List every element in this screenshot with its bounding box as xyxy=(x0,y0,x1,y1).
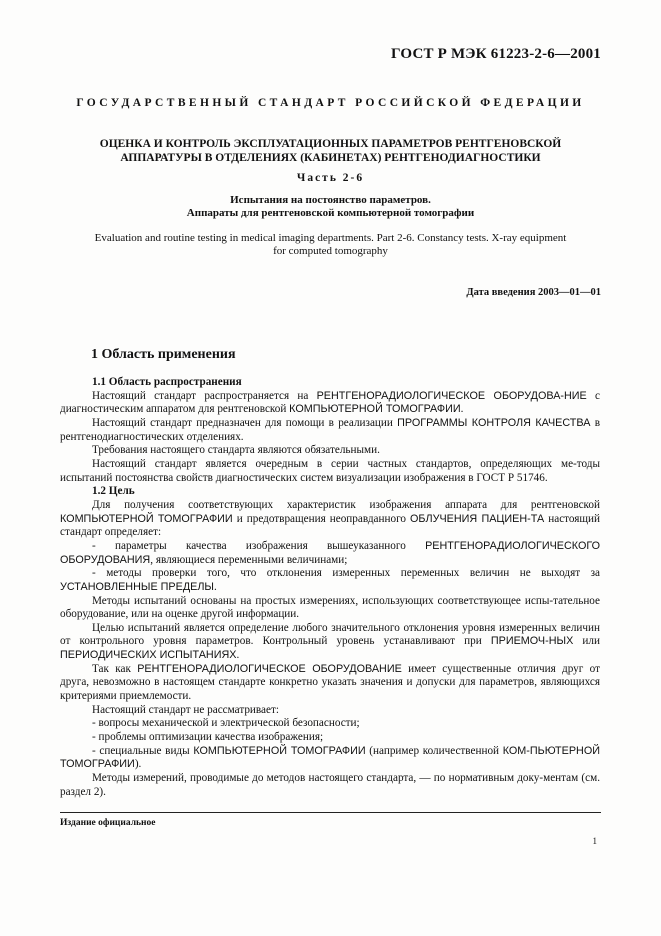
paragraph: Настоящий стандарт предназначен для помощи в реализации ПРОГРАММЫ КОНТРОЛЯ КАЧЕСТВА в рентгенодиагностических отделениях. xyxy=(60,416,600,443)
subtitle-line-1: Испытания на постоянство параметров. xyxy=(230,194,431,206)
paragraph: Так как РЕНТГЕНОРАДИОЛОГИЧЕСКОЕ ОБОРУДОВАНИЕ имеет существенные отличия друг от друга, невозможно в настоящем стандарте конкретно указать значения и допуски для параметров, являющихся критериями приемлемости. xyxy=(60,662,600,703)
paragraph: Целью испытаний является определение любого значительного отклонения уровня измеренных величин от контрольного уровня параметров. Контрольный уровень устанавливают при ПРИЕМОЧ-НЫХ или ПЕРИОДИЧЕСКИХ ИСПЫТАНИЯХ. xyxy=(60,621,600,662)
paragraph: Для получения соответствующих характеристик изображения аппарата для рентгеновской КОМПЬЮТЕРНОЙ ТОМОГРАФИИ и предотвращения неоправданного ОБЛУЧЕНИЯ ПАЦИЕН-ТА настоящий стандарт определяет: xyxy=(60,498,601,539)
english-title-line-1: Evaluation and routine testing in medical imaging departments. Part 2-6. Constancy tests. X-ray equipment xyxy=(94,232,567,244)
subtitle-line-2: Аппараты для рентгеновской компьютерной томографии xyxy=(186,207,475,219)
title-line-1: ОЦЕНКА И КОНТРОЛЬ ЭКСПЛУАТАЦИОННЫХ ПАРАМЕТРОВ РЕНТГЕНОВСКОЙ xyxy=(99,138,562,150)
title-line-2: АППАРАТУРЫ В ОТДЕЛЕНИЯХ (КАБИНЕТАХ) РЕНТГЕНОДИАГНОСТИКИ xyxy=(120,152,541,164)
list-item: - проблемы оптимизации качества изображения; xyxy=(92,731,324,744)
paragraph: Методы испытаний основаны на простых измерениях, использующих соответствующее испы-тательное оборудование, или на оценке другой информации. xyxy=(60,594,600,621)
paragraph: Требования настоящего стандарта являются обязательными. xyxy=(92,444,380,457)
list-item: - методы проверки того, что отклонения измеренных переменных величин не выходят за УСТАНОВЛЕННЫЕ ПРЕДЕЛЫ. xyxy=(60,567,600,593)
list-item: - параметры качества изображения вышеуказанного РЕНТГЕНОРАДИОЛОГИЧЕСКОГО ОБОРУДОВАНИЯ, являющиеся переменными величинами; xyxy=(60,539,600,566)
paragraph: Настоящий стандарт не рассматривает: xyxy=(92,703,279,716)
subsection-heading-purpose: 1.2 Цель xyxy=(92,485,135,498)
organization-title: ГОСУДАРСТВЕННЫЙ СТАНДАРТ РОССИЙСКОЙ ФЕДЕРАЦИИ xyxy=(76,97,585,109)
section-body xyxy=(60,376,600,799)
document-title xyxy=(60,137,601,165)
paragraph: Настоящий стандарт распространяется на РЕНТГЕНОРАДИОЛОГИЧЕСКОЕ ОБОРУДОВА-НИЕ с диагностическим аппаратом для рентгеновской КОМПЬЮТЕРНОЙ ТОМОГРАФИИ. xyxy=(60,389,600,416)
section-heading: 1 Область применения xyxy=(91,347,236,362)
introduction-date: Дата введения 2003—01—01 xyxy=(466,287,601,298)
document-code: ГОСТ Р МЭК 61223-2-6—2001 xyxy=(391,46,601,62)
paragraph: Методы измерений, проводимые до методов настоящего стандарта, — по нормативным доку-ментам (см. раздел 2). xyxy=(60,772,600,798)
edition-label: Издание официальное xyxy=(60,818,156,828)
page-number: 1 xyxy=(592,836,597,846)
paragraph: Настоящий стандарт является очередным в серии частных стандартов, определяющих ме-тоды испытаний постоянства свойств диагностических систем визуализации изображения в ГОСТ Р 51746. xyxy=(60,457,600,484)
part-label: Часть 2-6 xyxy=(296,172,365,184)
document-subtitle xyxy=(60,194,601,220)
english-title-line-2: for computed tomography xyxy=(273,245,388,257)
list-item: - специальные виды КОМПЬЮТЕРНОЙ ТОМОГРАФИИ (например количественной КОМ-ПЬЮТЕРНОЙ ТОМОГРАФИИ). xyxy=(60,744,600,771)
english-title xyxy=(70,232,591,258)
list-item: - вопросы механической и электрической безопасности; xyxy=(92,717,360,730)
footer-divider xyxy=(60,812,601,813)
subsection-heading-scope: 1.1 Область распространения xyxy=(92,376,242,388)
